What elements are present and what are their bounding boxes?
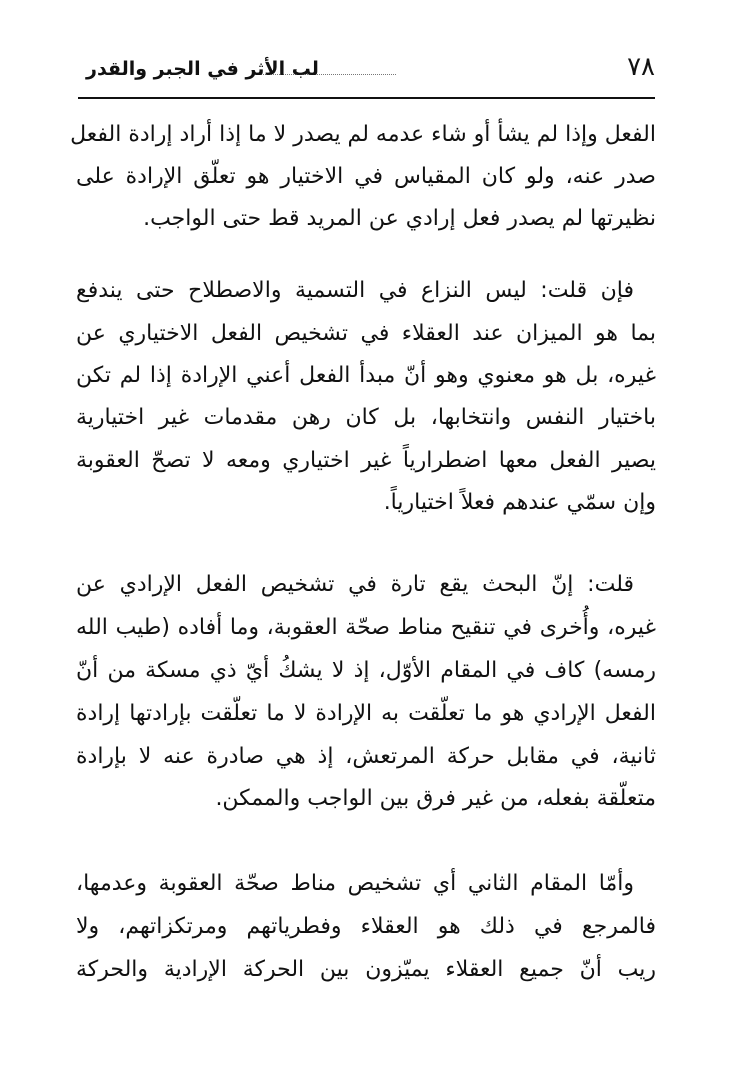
text-line: فالمرجع في ذلك هو العقلاء وفطرياتهم ومرتكزاتهم، ولا xyxy=(76,914,656,939)
text-line: ريب أنّ جميع العقلاء يميّزون بين الحركة الإرادية والحركة xyxy=(76,957,656,982)
text-line: ثانية، في مقابل حركة المرتعش، إذ هي صادرة عنه لا بإرادة xyxy=(76,744,656,769)
text-line: الفعل وإذا لم يشأ أو شاء عدمه لم يصدر لا ما إذا أراد إرادة الفعل xyxy=(70,122,656,147)
text-line: الفعل الإرادي هو ما تعلّقت به الإرادة لا ما تعلّقت بإرادتها إرادة xyxy=(76,701,656,726)
header-rule xyxy=(78,97,655,99)
text-line: يصير الفعل معها اضطرارياً غير اختياري ومعه لا تصحّ العقوبة xyxy=(76,448,656,473)
running-title: لب الأثر في الجبر والقدر xyxy=(86,58,319,80)
text-line: وأمّا المقام الثاني أي تشخيص مناط صحّة العقوبة وعدمها، xyxy=(76,871,634,896)
text-line: وإن سمّي عندهم فعلاً اختيارياً. xyxy=(383,490,656,515)
text-line: صدر عنه، ولو كان المقياس في الاختيار هو تعلّق الإرادة على xyxy=(76,164,656,189)
page-number: ٧٨ xyxy=(627,52,655,82)
text-line: غيره، بل هو معنوي وهو أنّ مبدأ الفعل أعني الإرادة إذا لم تكن xyxy=(76,363,656,388)
text-line: قلت: إنّ البحث يقع تارة في تشخيص الفعل الإرادي عن xyxy=(76,572,634,597)
text-line: نظيرتها لم يصدر فعل إرادي عن المريد قط حتى الواجب. xyxy=(143,206,656,231)
page-header xyxy=(78,52,655,92)
text-line: متعلّقة بفعله، من غير فرق بين الواجب والممكن. xyxy=(215,786,656,811)
text-line: باختيار النفس وانتخابها، بل كان رهن مقدمات غير اختيارية xyxy=(76,405,656,430)
text-line: رمسه) كاف في المقام الأوّل، إذ لا يشكُ أيّ ذي مسكة من أنّ xyxy=(76,658,656,683)
text-line: بما هو الميزان عند العقلاء في تشخيص الفعل الاختياري عن xyxy=(76,321,656,346)
text-line: غيره، وأُخرى في تنقيح مناط صحّة العقوبة، وما أفاده (طيب الله xyxy=(76,615,656,640)
text-line: فإن قلت: ليس النزاع في التسمية والاصطلاح حتى يندفع xyxy=(76,278,634,303)
